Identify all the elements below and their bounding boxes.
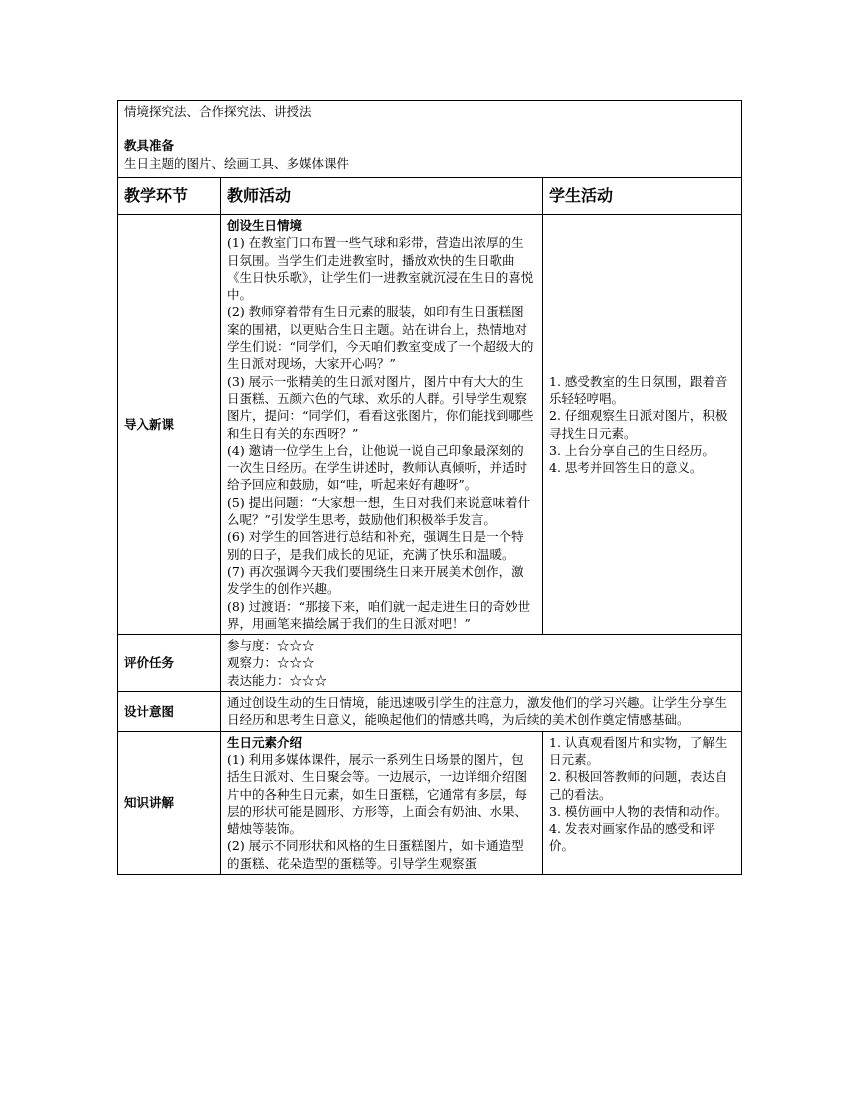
knowledge-student-item: 2. 积极回答教师的问题，表达自己的看法。 bbox=[549, 769, 728, 802]
intro-student-cell bbox=[543, 215, 742, 635]
evaluation-row bbox=[118, 635, 742, 692]
header-teacher: 教师活动 bbox=[221, 178, 543, 215]
knowledge-title: 生日元素介绍 bbox=[227, 734, 303, 750]
header-stage: 教学环节 bbox=[118, 178, 221, 215]
lesson-plan-table bbox=[117, 100, 742, 875]
evaluation-cell bbox=[221, 635, 742, 692]
header-student: 学生活动 bbox=[543, 178, 742, 215]
teaching-methods: 情境探究法、合作探究法、讲授法 bbox=[124, 104, 312, 119]
intro-title: 创设生日情境 bbox=[227, 218, 303, 233]
intro-paragraph: (5) 提出问题：“大家想一想，生日对我们来说意味着什么呢？”引发学生思考，鼓励他们积极举手发言。 bbox=[227, 494, 531, 528]
knowledge-paragraph: (2) 展示不同形状和风格的生日蛋糕图片，如卡通造型的蛋糕、花朵造型的蛋糕等。引导学生观察蛋 bbox=[227, 838, 524, 871]
intro-row bbox=[118, 215, 742, 635]
intro-student-item: 1. 感受教室的生日氛围，跟着音乐轻轻哼唱。 bbox=[549, 373, 728, 406]
intro-teacher-cell bbox=[221, 215, 543, 635]
intro-paragraph: (6) 对学生的回答进行总结和补充，强调生日是一个特别的日子，是我们成长的见证，充满了快乐和温暖。 bbox=[227, 529, 524, 562]
knowledge-student-item: 4. 发表对画家作品的感受和评价。 bbox=[549, 821, 715, 854]
header-row bbox=[118, 178, 742, 215]
evaluation-label: 评价任务 bbox=[118, 635, 221, 692]
intro-student-item: 4. 思考并回答生日的意义。 bbox=[549, 460, 703, 476]
evaluation-item: 观察力：☆☆☆ bbox=[227, 655, 315, 671]
intro-label: 导入新课 bbox=[118, 215, 221, 635]
methods-row bbox=[118, 101, 742, 178]
evaluation-item: 参与度：☆☆☆ bbox=[227, 638, 315, 654]
prep-text: 生日主题的图片、绘画工具、多媒体课件 bbox=[124, 155, 350, 171]
knowledge-student-item: 1. 认真观看图片和实物，了解生日元素。 bbox=[549, 734, 728, 767]
intro-paragraph: (4) 邀请一位学生上台，让他说一说自己印象最深刻的一次生日经历。在学生讲述时，教师认真倾听，并适时给予回应和鼓励，如“哇，听起来好有趣呀”。 bbox=[227, 442, 528, 493]
knowledge-label: 知识讲解 bbox=[118, 731, 221, 874]
intro-paragraph: (2) 教师穿着带有生日元素的服装，如印有生日蛋糕图案的围裙，以更贴合生日主题。站在讲台上，热情地对学生们说：“同学们，今天咱们教室变成了一个超级大的生日派对现场，大家开心吗？” bbox=[227, 304, 534, 372]
knowledge-paragraph: (1) 利用多媒体课件，展示一系列生日场景的图片，包括生日派对、生日聚会等。一边展示，一边详细介绍图片中的各种生日元素，如生日蛋糕，它通常有多层，每层的形状可能是圆形、方形等，上面会有奶油、水果、蜡烛等装饰。 bbox=[227, 751, 528, 837]
knowledge-student-item: 3. 模仿画中人物的表情和动作。 bbox=[549, 803, 728, 819]
knowledge-student-cell bbox=[543, 731, 742, 874]
design-row bbox=[118, 692, 742, 732]
intro-paragraph: (1) 在教室门口布置一些气球和彩带，营造出浓厚的生日氛围。当学生们走进教室时，播放欢快的生日歌曲《生日快乐歌》，让学生们一进教室就沉浸在生日的喜悦中。 bbox=[227, 235, 534, 303]
prep-title: 教具准备 bbox=[124, 138, 175, 154]
knowledge-teacher-cell bbox=[221, 731, 543, 874]
design-label: 设计意图 bbox=[118, 692, 221, 732]
design-text: 通过创设生动的生日情境，能迅速吸引学生的注意力，激发他们的学习兴趣。让学生分享生日经历和思考生日意义，能唤起他们的情感共鸣，为后续的美术创作奠定情感基础。 bbox=[227, 695, 728, 728]
methods-cell bbox=[118, 101, 742, 178]
intro-student-item: 3. 上台分享自己的生日经历。 bbox=[549, 442, 715, 458]
design-cell bbox=[221, 692, 742, 732]
intro-paragraph: (8) 过渡语：“那接下来，咱们就一起走进生日的奇妙世界，用画笔来描绘属于我们的生日派对吧！” bbox=[227, 598, 531, 631]
knowledge-row bbox=[118, 731, 742, 874]
intro-paragraph: (3) 展示一张精美的生日派对图片，图片中有大大的生日蛋糕、五颜六色的气球、欢乐的人群。引导学生观察图片，提问：“同学们，看看这张图片，你们能找到哪些和生日有关的东西呀？” bbox=[227, 373, 534, 441]
intro-paragraph: (7) 再次强调今天我们要围绕生日来开展美术创作，激发学生的创作兴趣。 bbox=[227, 563, 524, 597]
intro-student-item: 2. 仔细观察生日派对图片，积极寻找生日元素。 bbox=[549, 408, 728, 441]
evaluation-item: 表达能力：☆☆☆ bbox=[227, 672, 328, 688]
